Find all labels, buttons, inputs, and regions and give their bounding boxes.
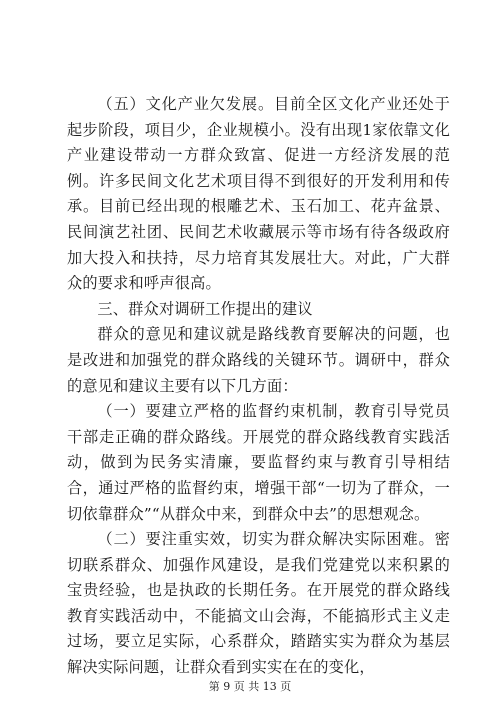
section-heading-suggestions: 三、群众对调研工作提出的建议	[97, 299, 313, 318]
paragraph-suggestion-two: （二）要注重实效，切实为群众解决实际困难。密切联系群众、加强作风建设，是我们党建党以来积累的宝贵经验，也是执政的长期任务。在开展党的群众路线教育实践活动中，不能搞文山会海，不能搞形式主义走过场，要立足实际，心系群众，踏踏实实为群众为基层解决实际问题，让群众看到实实在在的变化，	[67, 530, 450, 677]
paragraph-suggestions-intro: 群众的意见和建议就是路线教育要解决的问题，也是改进和加强党的群众路线的关键环节。调研中，群众的意见和建议主要有以下几方面：	[67, 325, 450, 395]
paragraph-cultural-industry: （五）文化产业欠发展。目前全区文化产业还处于起步阶段，项目少，企业规模小。没有出现1家依靠文化产业建设带动一方群众致富、促进一方经济发展的范例。许多民间文化艺术项目得不到很好的开发利用和传承。目前已经出现的根雕艺术、玉石加工、花卉盆景、民间演艺社团、民间艺术收藏展示等市场有待各级政府加大投入和扶持，尽力培育其发展壮大。对此，广大群众的要求和呼声很高。	[67, 95, 450, 293]
page-footer: 第 9 页 共 13 页	[208, 680, 292, 693]
paragraph-suggestion-one: （一）要建立严格的监督约束机制，教育引导党员干部走正确的群众路线。开展党的群众路线教育实践活动，做到为民务实清廉，要监督约束与教育引导相结合，通过严格的监督约束，增强干部“一切为了群众，一切依靠群众”“从群众中来，到群众中去”的思想观念。	[67, 402, 450, 523]
document-body	[67, 92, 450, 681]
